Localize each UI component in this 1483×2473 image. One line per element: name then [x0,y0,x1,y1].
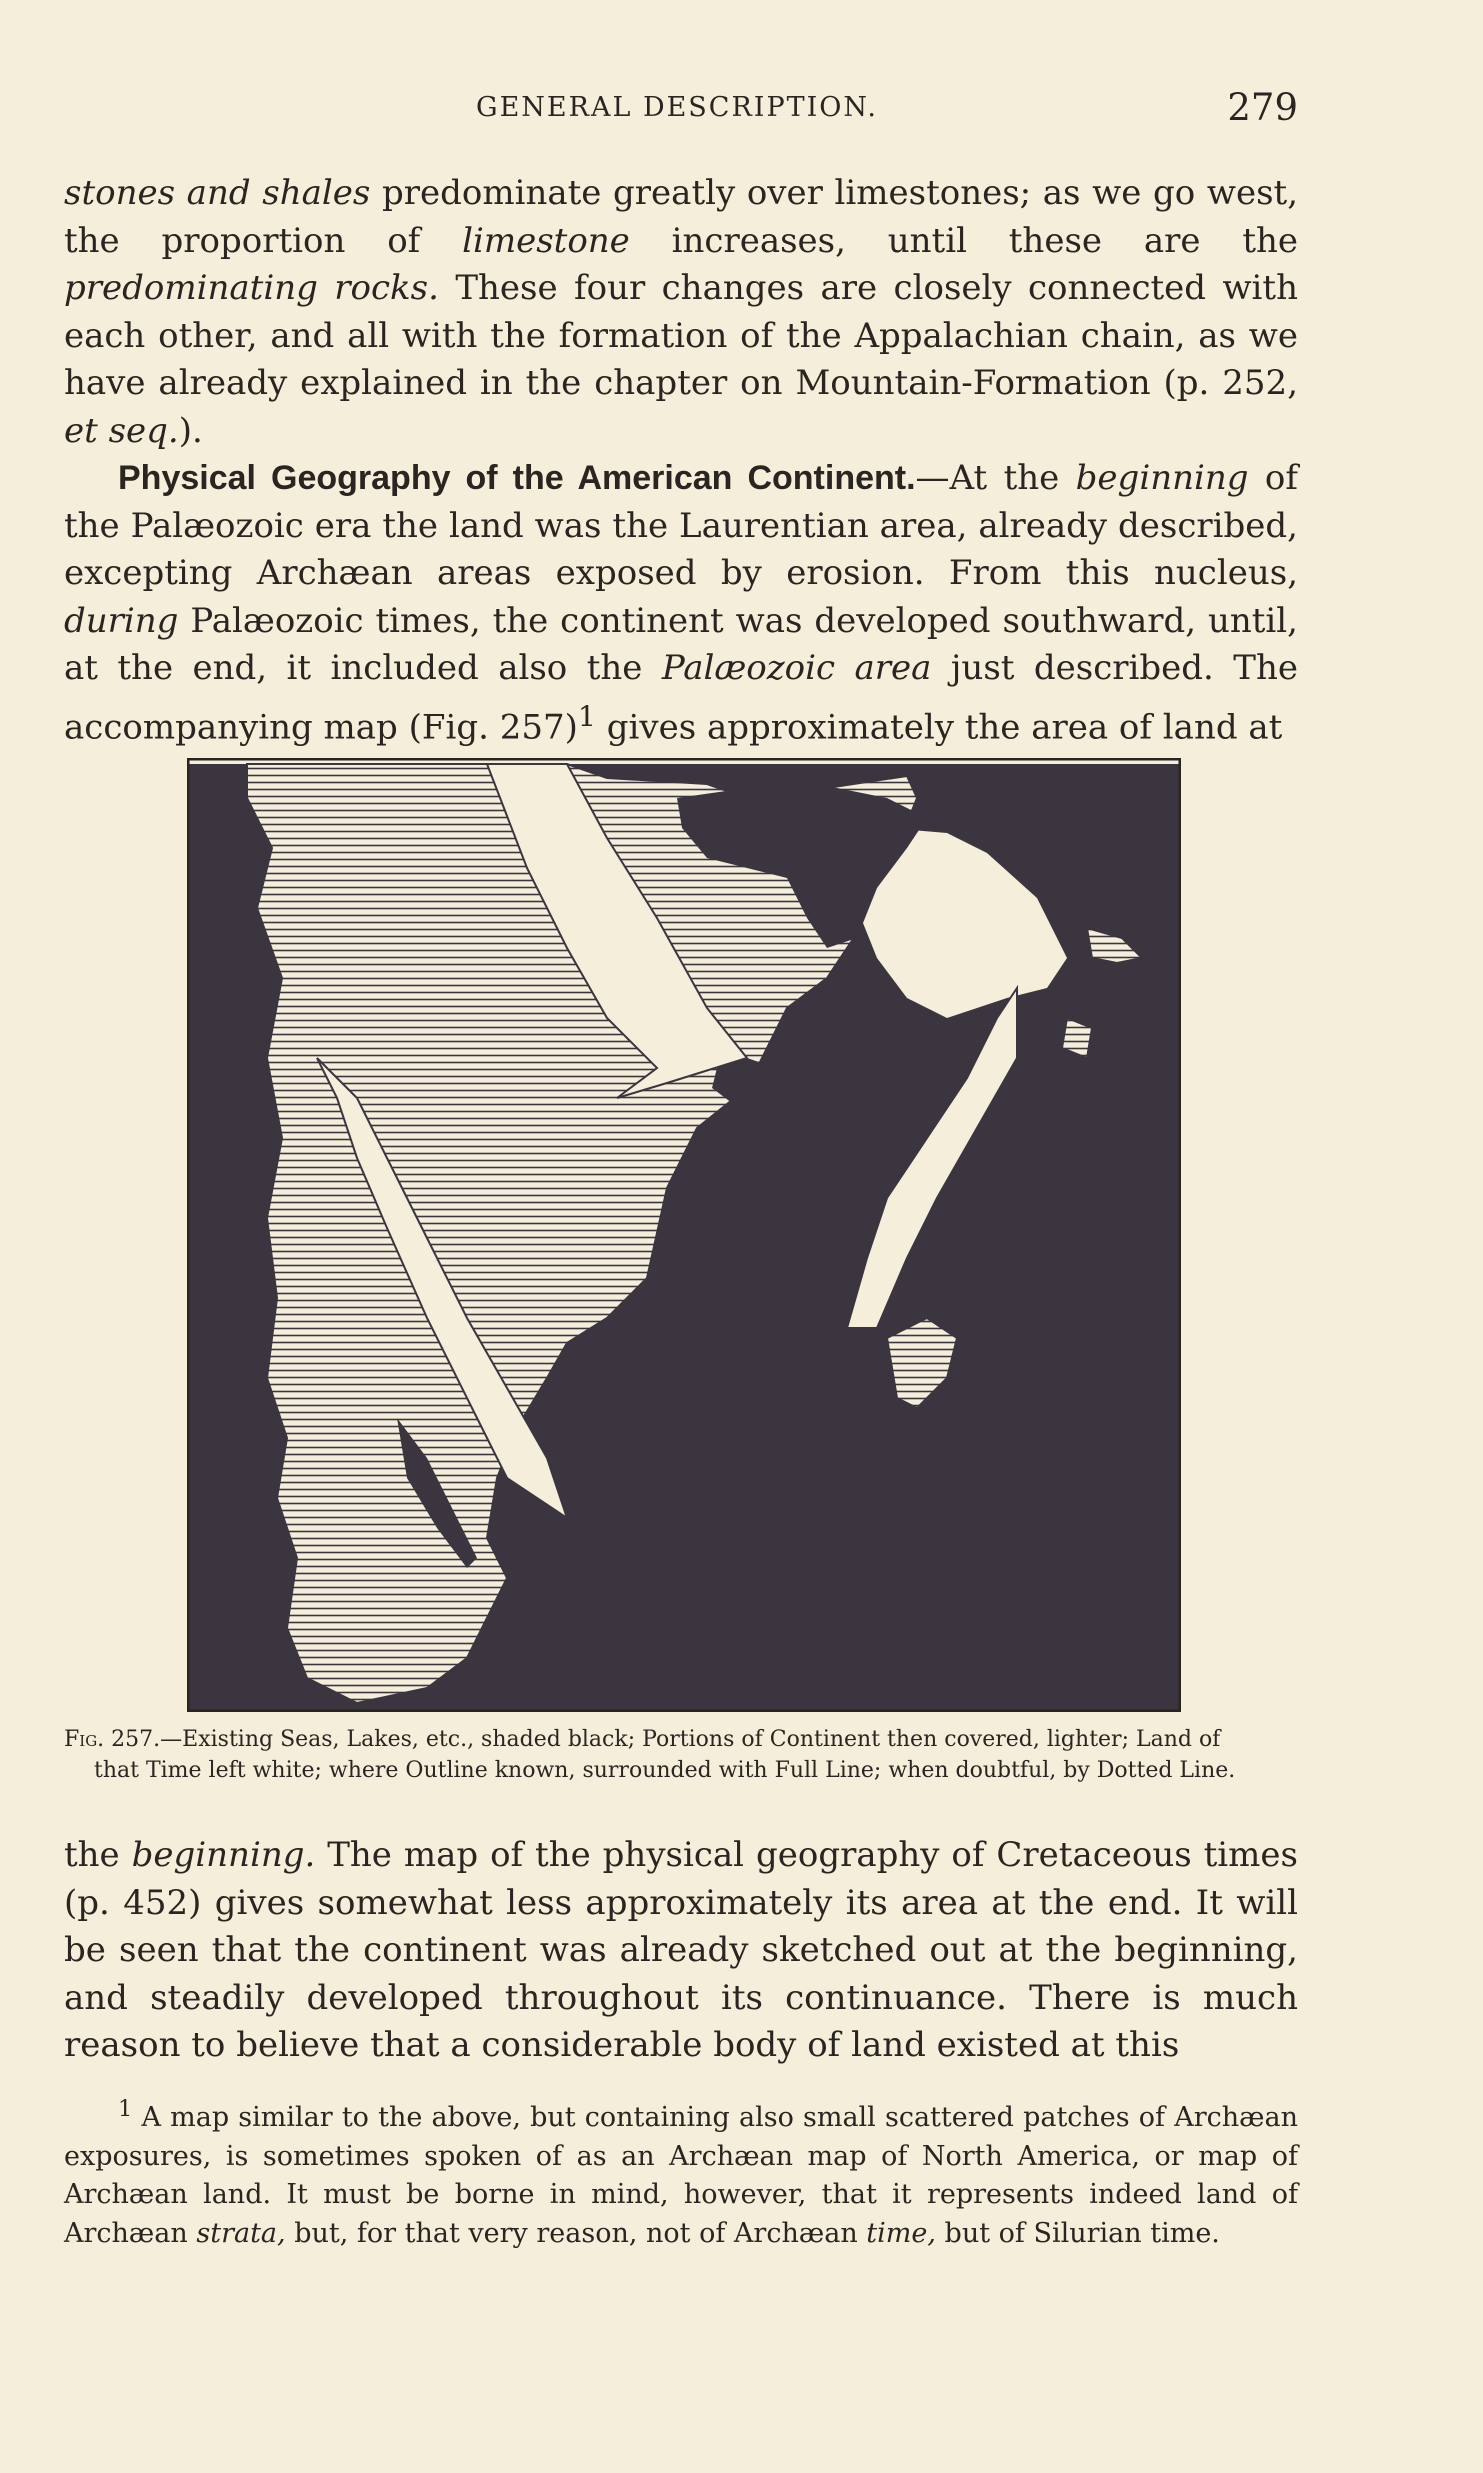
body-text-top [64,170,1298,751]
text-span: predominating rocks. [64,268,439,308]
caption-line-1 [64,1724,1298,1755]
caption-line-2: that Time left white; where Outline known, surrounded with Full Line; when doubtful, by Dotted Line. [94,1758,1236,1783]
text-span: increases, until these are the [629,220,1298,261]
section-heading: Physical Geography of the American Continent. [118,459,916,497]
footnote-reference: 1 [577,699,596,733]
text-span: et seq. [64,410,179,451]
text-span: the [64,1835,132,1875]
figure-257-map [187,758,1181,1712]
footnote-paragraph [64,2090,1298,2253]
page-header [64,88,1298,138]
text-span: time, [866,2217,936,2249]
running-head: GENERAL DESCRIPTION. [476,92,878,123]
text-span: A map similar to the above, but containing also small scattered patches of Archæan exposures, is sometimes spoken of as an Archæan map of North America, or map of Archæan land. It must be borne in mind, however, that it represents indeed land of Archæan [64,2102,1298,2249]
text-span: beginning [1075,458,1249,498]
page-number: 279 [1227,86,1298,129]
text-span: These four changes are closely connected with each other, and all with the formation of the Appalachian chain, as we have already explained in the chapter on Mountain-Formation (p. 252, [64,268,1298,403]
text-span: Palæozoic times, the continent was developed southward, until, at the end, it included also the [64,600,1298,688]
figure-caption [64,1724,1298,1786]
text-span: strata, [196,2217,286,2249]
footnote [64,2090,1298,2253]
paragraph-2 [64,455,1298,751]
footnote-marker: 1 [118,2096,133,2122]
text-span: —At the [915,458,1076,498]
text-span: gives approximately the area of land at [595,706,1283,747]
text-span: Palæozoic area [661,648,932,688]
caption-text: 257.—Existing Seas, Lakes, etc., shaded black; Portions of Continent then covered, lighter; Land of [104,1727,1221,1752]
text-span: just described. The accompanying map (Fig. 257) [64,648,1298,747]
text-span: of the Palæozoic era the land was the Laurentian area, already described, excepting Archæan areas exposed by erosion. From this nucleus, [64,458,1298,593]
text-span: beginning. [131,1835,316,1875]
text-span: but, for that very reason, not of Archæan [285,2217,867,2249]
text-span: but of Silurian time. [935,2217,1220,2249]
text-span: stones and shales [64,173,371,213]
text-span: during [64,600,179,641]
paragraph-3 [64,1832,1298,2070]
body-text-bottom [64,1832,1298,2070]
text-span: predominate greatly over limestones; as we go west, the proportion of [64,173,1299,261]
text-span: ). [178,410,203,451]
text-span: limestone [462,220,630,261]
map-illustration [187,758,1181,1712]
caption-label: Fig. [64,1727,105,1752]
paragraph-1 [64,170,1298,455]
text-span: The map of the physical geography of Cretaceous times (p. 452) gives somewhat less approximately its area at the end. It will be seen that the continent was already sketched out at the beginning, and steadily developed throughout its continuance. There is much reason to believe that a considerable body of land existed at this [64,1835,1298,2065]
